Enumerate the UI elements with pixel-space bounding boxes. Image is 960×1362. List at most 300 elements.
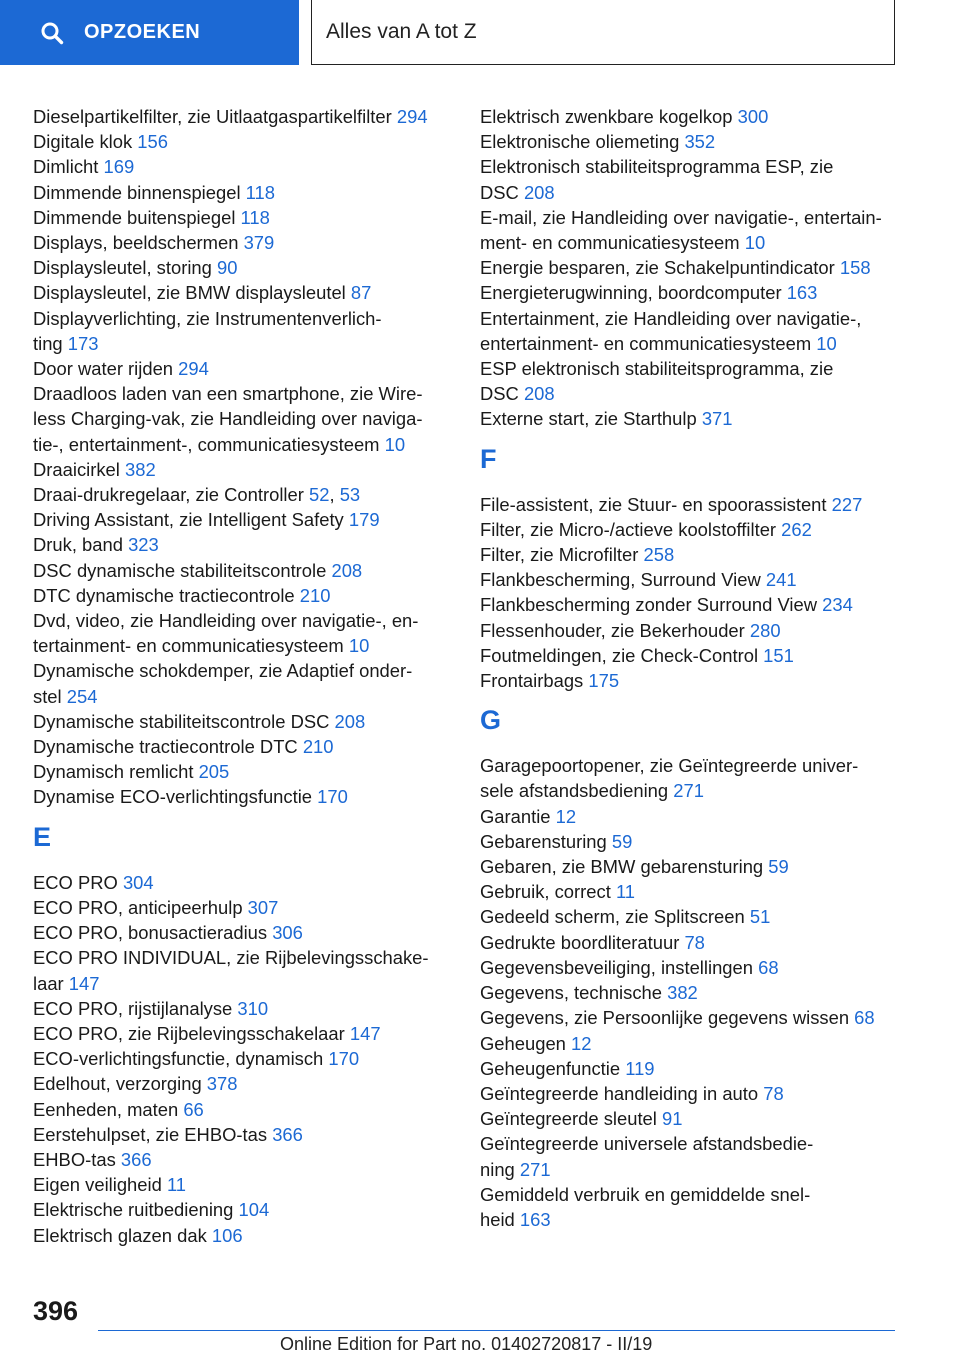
page-ref-link[interactable]: 208 xyxy=(523,181,555,203)
index-entry xyxy=(480,1081,910,1106)
page-ref-link[interactable]: 323 xyxy=(128,534,159,556)
index-entry xyxy=(33,996,453,1021)
index-entry-line xyxy=(33,709,453,734)
page-ref-link[interactable]: 205 xyxy=(198,761,230,783)
index-entry-text: Displayverlichting, zie Instrumentenverlich- xyxy=(33,307,382,329)
index-entry-line xyxy=(33,381,453,406)
index-entry-line xyxy=(480,904,910,929)
index-entry-text: Gegevens, zie Persoonlijke gegevens wissen xyxy=(480,1007,855,1029)
index-entry xyxy=(480,904,910,929)
index-entry-line xyxy=(33,180,453,205)
index-entry-line xyxy=(480,643,910,668)
index-entry-text: Energieterugwinning, boordcomputer xyxy=(480,282,787,304)
index-entry-text: File-assistent, zie Stuur- en spoorassistent xyxy=(480,493,832,515)
index-entry-text: Eenheden, maten xyxy=(33,1098,184,1120)
page-ref-separator: , xyxy=(329,484,340,506)
page-ref-link[interactable]: 78 xyxy=(763,1082,784,1104)
index-entry-line xyxy=(480,104,910,129)
index-entry-text: E-mail, zie Handleiding over navigatie-, entertain- xyxy=(480,206,882,228)
index-entry-text: Gebaren, zie BMW gebarensturing xyxy=(480,856,769,878)
index-entry xyxy=(480,129,910,154)
index-entry xyxy=(480,643,910,668)
page-ref-link[interactable]: 208 xyxy=(523,383,555,405)
index-entry-text: Dimmende binnenspiegel xyxy=(33,181,246,203)
index-entry-text: Entertainment, zie Handleiding over navigatie-, xyxy=(480,307,862,329)
index-entry xyxy=(33,784,453,809)
page-ref-link[interactable]: 304 xyxy=(122,871,154,893)
index-entry xyxy=(33,532,453,557)
index-entry xyxy=(33,895,453,920)
index-entry-text: Dieselpartikelfilter, zie Uitlaatgaspartikelfilter xyxy=(33,106,397,127)
search-button[interactable] xyxy=(0,0,299,65)
index-entry-line xyxy=(480,205,910,230)
page-ref-link[interactable]: 66 xyxy=(183,1098,204,1120)
page-ref-link[interactable]: 51 xyxy=(749,906,771,928)
index-entry-text: Geheugen xyxy=(480,1032,572,1054)
index-entry-line xyxy=(480,1106,910,1131)
page-ref-link[interactable]: 382 xyxy=(124,458,156,480)
index-entry-line xyxy=(480,1207,910,1232)
page-ref-link[interactable]: 11 xyxy=(615,881,636,903)
index-entry-text: Dynamische tractiecontrole DTC xyxy=(33,736,303,758)
index-entry xyxy=(33,381,453,457)
page-ref-link[interactable]: 10 xyxy=(816,332,837,354)
index-entry-line xyxy=(480,492,910,517)
index-entry xyxy=(33,280,453,305)
page-ref-link[interactable]: 91 xyxy=(661,1108,683,1130)
index-entry-text: Geheugenfunctie xyxy=(480,1057,626,1079)
index-entry-text: laar xyxy=(33,972,69,994)
index-entry xyxy=(480,804,910,829)
index-entry-line xyxy=(480,854,910,879)
index-entry xyxy=(33,356,453,381)
index-entry-text: stel xyxy=(33,685,67,707)
index-entry xyxy=(33,482,453,507)
index-entry-text: ECO PRO, anticipeerhulp xyxy=(33,896,248,918)
index-entry xyxy=(33,1223,453,1248)
index-entry xyxy=(33,1172,453,1197)
index-entry-line xyxy=(33,154,453,179)
index-entry xyxy=(480,618,910,643)
index-entry xyxy=(480,492,910,517)
index-letter-heading: E xyxy=(33,821,52,852)
page-ref-link[interactable]: 175 xyxy=(588,670,620,692)
page-ref-link[interactable]: 12 xyxy=(571,1032,592,1054)
page-ref-link[interactable]: 52 xyxy=(308,484,330,506)
page-ref-link[interactable]: 300 xyxy=(737,106,769,127)
section-title-text: Alles van A tot Z xyxy=(326,20,477,43)
page-ref-link[interactable]: 169 xyxy=(103,156,135,178)
index-entry xyxy=(480,567,910,592)
index-entry-line xyxy=(480,618,910,643)
page-ref-link[interactable]: 10 xyxy=(744,232,766,254)
index-entry-line xyxy=(33,1172,453,1197)
index-entry xyxy=(33,507,453,532)
page-ref-link[interactable]: 294 xyxy=(396,106,428,127)
page-ref-link[interactable]: 352 xyxy=(684,131,716,153)
page-ref-link[interactable]: 306 xyxy=(272,922,303,944)
index-entry-line xyxy=(33,205,453,230)
index-entry-text: Foutmeldingen, zie Check-Control xyxy=(480,644,764,666)
index-entry xyxy=(33,558,453,583)
index-entry-text: ment- en communicatiesysteem xyxy=(480,232,745,254)
page-ref-link[interactable]: 227 xyxy=(831,493,863,515)
index-entry-text: ning xyxy=(480,1158,520,1180)
index-letter-heading: G xyxy=(480,705,502,736)
index-entry xyxy=(480,1182,910,1232)
index-entry-text: ECO PRO, bonusactieradius xyxy=(33,922,273,944)
index-entry-text: ECO PRO INDIVIDUAL, zie Rijbelevingsschake- xyxy=(33,947,429,969)
index-entry-text: ECO-verlichtingsfunctie, dynamisch xyxy=(33,1048,329,1070)
index-entry-text: DSC xyxy=(480,383,524,405)
index-entry-line xyxy=(33,432,453,457)
index-entry-line xyxy=(33,996,453,1021)
index-entry-text: Geïntegreerde universele afstandsbedie- xyxy=(480,1133,814,1155)
index-entry-text: Druk, band xyxy=(33,534,129,556)
page-ref-link[interactable]: 208 xyxy=(331,559,363,581)
index-entry xyxy=(480,542,910,567)
index-entry xyxy=(480,592,910,617)
index-entry xyxy=(33,658,453,708)
page-ref-link[interactable]: 307 xyxy=(247,896,279,918)
index-entry xyxy=(33,457,453,482)
index-entry xyxy=(480,1131,910,1181)
index-entry-line xyxy=(33,870,453,895)
index-entry-text: Gebruik, correct xyxy=(480,881,616,903)
index-entry xyxy=(33,129,453,154)
page-ref-link[interactable]: 59 xyxy=(768,856,789,878)
page-ref-link[interactable]: 90 xyxy=(217,257,238,279)
page-ref-link[interactable]: 118 xyxy=(245,181,275,203)
index-entry-line xyxy=(480,381,910,406)
index-entry xyxy=(33,104,453,129)
page-ref-link[interactable]: 382 xyxy=(667,982,698,1004)
index-entry-text: Displaysleutel, storing xyxy=(33,257,217,279)
page-ref-link[interactable]: 179 xyxy=(348,509,380,531)
page-ref-link[interactable]: 147 xyxy=(68,972,100,994)
index-entry-line xyxy=(33,356,453,381)
index-entry-text: Flessenhouder, zie Bekerhouder xyxy=(480,619,750,641)
page-ref-link[interactable]: 173 xyxy=(67,332,99,354)
index-entry-line xyxy=(33,331,453,356)
index-entry-text: Dimlicht xyxy=(33,156,104,178)
index-entry xyxy=(33,759,453,784)
index-entry xyxy=(33,583,453,608)
index-entry-line xyxy=(480,753,910,778)
index-entry-text: Draai-drukregelaar, zie Controller xyxy=(33,484,309,506)
index-entry-text: Displaysleutel, zie BMW displaysleutel xyxy=(33,282,351,304)
index-entry-text: ECO PRO, rijstijlanalyse xyxy=(33,997,238,1019)
index-entry xyxy=(33,945,453,995)
index-entry-text: Elektrisch zwenkbare kogelkop xyxy=(480,106,738,127)
page-ref-link[interactable]: 310 xyxy=(237,997,269,1019)
index-entry xyxy=(480,1031,910,1056)
index-entry-line xyxy=(480,1131,910,1156)
index-entry-text: Filter, zie Microfilter xyxy=(480,544,644,566)
index-entry xyxy=(33,1147,453,1172)
index-entry xyxy=(480,980,910,1005)
page-ref-link[interactable]: 208 xyxy=(334,710,366,732)
index-entry-line xyxy=(33,945,453,970)
index-entry xyxy=(480,306,910,356)
index-entry-text: Energie besparen, zie Schakelpuntindicator xyxy=(480,257,840,279)
index-entry-text: Draadloos laden van een smartphone, zie Wire- xyxy=(33,383,423,405)
index-entry-text: ting xyxy=(33,332,68,354)
index-entry-text: Garantie xyxy=(480,805,556,827)
page-ref-link[interactable]: 156 xyxy=(137,131,168,153)
page-ref-link[interactable]: 210 xyxy=(299,584,331,606)
index-column-left xyxy=(33,104,453,1248)
index-entry-text: Gebarensturing xyxy=(480,830,612,852)
page-ref-link[interactable]: 147 xyxy=(349,1022,381,1044)
index-entry xyxy=(480,154,910,204)
index-entry-line xyxy=(33,457,453,482)
index-entry-text: tertainment- en communicatiesysteem xyxy=(33,635,349,657)
index-entry-line xyxy=(33,895,453,920)
index-entry xyxy=(33,230,453,255)
index-entry xyxy=(480,930,910,955)
index-entry xyxy=(33,255,453,280)
index-entry-text: Gegevensbeveiliging, instellingen xyxy=(480,956,759,978)
index-entry xyxy=(33,870,453,895)
index-entry-line xyxy=(480,1182,910,1207)
index-entry-line xyxy=(480,829,910,854)
index-entry xyxy=(480,356,910,406)
page-ref-link[interactable]: 12 xyxy=(555,805,577,827)
search-icon xyxy=(40,21,64,45)
index-entry xyxy=(33,1122,453,1147)
index-entry-line xyxy=(33,1122,453,1147)
index-entry-line xyxy=(480,356,910,381)
index-entry-line xyxy=(33,971,453,996)
index-entry-text: Elektrisch glazen dak xyxy=(33,1224,212,1246)
page-ref-link[interactable]: 258 xyxy=(643,544,675,566)
index-entry-line xyxy=(480,255,910,280)
index-entry-text: Dynamische stabiliteitscontrole DSC xyxy=(33,710,335,732)
index-entry-text: ESP elektronisch stabiliteitsprogramma, zie xyxy=(480,358,834,380)
index-entry-line xyxy=(480,180,910,205)
index-entry xyxy=(33,709,453,734)
edition-text: Online Edition for Part no. 01402720817 - II/19 xyxy=(280,1334,653,1354)
index-entry-line xyxy=(33,558,453,583)
page-ref-link[interactable]: 170 xyxy=(328,1048,360,1070)
page-ref-link[interactable]: 10 xyxy=(348,635,370,657)
index-entry xyxy=(480,517,910,542)
index-entry-text: ECO PRO xyxy=(33,871,123,893)
index-entry-line xyxy=(480,1005,910,1030)
page-ref-link[interactable]: 234 xyxy=(822,594,853,616)
index-entry-line xyxy=(33,1097,453,1122)
index-entry-line xyxy=(480,1157,910,1182)
index-entry-text: Draaicirkel xyxy=(33,458,125,480)
page-ref-link[interactable]: 366 xyxy=(120,1148,152,1170)
index-entry-line xyxy=(33,608,453,633)
index-entry-line xyxy=(480,879,910,904)
index-entry-line xyxy=(33,920,453,945)
index-entry xyxy=(480,668,910,693)
index-entry xyxy=(480,955,910,980)
index-entry xyxy=(480,829,910,854)
index-entry-text: Garagepoortopener, zie Geïntegreerde univer- xyxy=(480,755,859,777)
page-ref-link[interactable]: 371 xyxy=(701,408,733,430)
index-entry xyxy=(33,180,453,205)
index-entry xyxy=(480,406,910,431)
index-entry-line xyxy=(480,955,910,980)
index-entry-text: Elektronische oliemeting xyxy=(480,131,685,153)
index-entry xyxy=(480,280,910,305)
index-entry-line xyxy=(480,778,910,803)
index-entry-text: DSC xyxy=(480,181,524,203)
index-entry-line xyxy=(33,1197,453,1222)
index-entry-text: Edelhout, verzorging xyxy=(33,1073,207,1095)
index-entry-text: Externe start, zie Starthulp xyxy=(480,408,702,430)
index-entry-line xyxy=(480,406,910,431)
index-entry xyxy=(33,608,453,658)
index-entry-line xyxy=(33,734,453,759)
index-entry-line xyxy=(480,1081,910,1106)
page-ref-link[interactable]: 158 xyxy=(839,257,871,279)
page-ref-link[interactable]: 271 xyxy=(673,780,704,802)
section-title xyxy=(311,0,895,65)
index-letter-heading: F xyxy=(480,443,497,474)
index-entry-line xyxy=(480,804,910,829)
index-entry-line xyxy=(480,306,910,331)
page-ref-link[interactable]: 271 xyxy=(519,1158,551,1180)
page-ref-link[interactable]: 78 xyxy=(684,931,705,953)
index-entry xyxy=(33,1046,453,1071)
page-ref-link[interactable]: 87 xyxy=(350,282,372,304)
index-column-right xyxy=(480,104,910,1232)
index-entry-line xyxy=(33,230,453,255)
index-entry-text: Gedeeld scherm, zie Splitscreen xyxy=(480,906,750,928)
index-entry-line xyxy=(480,331,910,356)
index-entry xyxy=(480,104,910,129)
index-entry-text: tie-, entertainment-, communicatiesysteem xyxy=(33,433,385,455)
index-entry xyxy=(480,205,910,255)
page-ref-link[interactable]: 280 xyxy=(749,619,781,641)
index-entry-line xyxy=(33,759,453,784)
index-entry-text: Dimmende buitenspiegel xyxy=(33,206,241,228)
index-entry-line xyxy=(480,542,910,567)
index-entry-text: less Charging-vak, zie Handleiding over naviga- xyxy=(33,408,423,430)
index-entry-line xyxy=(480,1031,910,1056)
index-entry-line xyxy=(33,583,453,608)
page-ref-link[interactable]: 68 xyxy=(758,956,779,978)
page-ref-link[interactable]: 366 xyxy=(272,1123,303,1145)
index-entry-line xyxy=(480,129,910,154)
index-entry-text: Flankbescherming zonder Surround View xyxy=(480,594,823,616)
index-entry-line xyxy=(33,684,453,709)
page-ref-link[interactable]: 163 xyxy=(786,282,818,304)
index-entry-line xyxy=(480,517,910,542)
index-entry-line xyxy=(33,1071,453,1096)
index-entry-text: DTC dynamische tractiecontrole xyxy=(33,584,300,606)
page-ref-link[interactable]: 118 xyxy=(240,206,270,228)
page-ref-link[interactable]: 59 xyxy=(611,830,633,852)
index-entry-line xyxy=(480,1056,910,1081)
index-entry xyxy=(480,255,910,280)
index-entry-line xyxy=(480,230,910,255)
page-ref-link[interactable]: 254 xyxy=(66,685,98,707)
index-entry xyxy=(33,1021,453,1046)
index-entry xyxy=(480,879,910,904)
index-entry-text: Dvd, video, zie Handleiding over navigatie-, en- xyxy=(33,610,419,632)
index-entry-line xyxy=(33,1021,453,1046)
index-entry xyxy=(33,1097,453,1122)
index-entry-text: Dynamische schokdemper, zie Adaptief onder- xyxy=(33,660,413,682)
page-ref-link[interactable]: 262 xyxy=(781,518,812,540)
index-entry-text: Eigen veiligheid xyxy=(33,1174,167,1196)
index-entry-text: Door water rijden xyxy=(33,358,179,380)
index-entry xyxy=(33,920,453,945)
index-entry-line xyxy=(33,306,453,331)
index-entry-line xyxy=(33,633,453,658)
index-entry-line xyxy=(33,255,453,280)
page-number: 396 xyxy=(33,1296,79,1326)
index-entry-line xyxy=(480,280,910,305)
index-entry xyxy=(480,1106,910,1131)
index-entry-text: Dynamise ECO-verlichtingsfunctie xyxy=(33,786,318,808)
index-entry-text: sele afstandsbediening xyxy=(480,780,674,802)
index-entry-text: Gemiddeld verbruik en gemiddelde snel- xyxy=(480,1183,811,1205)
page-ref-link[interactable]: 10 xyxy=(384,433,406,455)
index-entry-line xyxy=(33,784,453,809)
index-entry-text: Elektrische ruitbediening xyxy=(33,1199,239,1221)
index-entry-text: Dynamisch remlicht xyxy=(33,761,199,783)
index-entry-line xyxy=(33,280,453,305)
index-entry-text: Geïntegreerde handleiding in auto xyxy=(480,1082,764,1104)
index-entry-text: entertainment- en communicatiesysteem xyxy=(480,332,817,354)
index-entry-text: ECO PRO, zie Rijbelevingsschakelaar xyxy=(33,1022,350,1044)
index-entry xyxy=(480,753,910,803)
page-ref-link[interactable]: 170 xyxy=(317,786,348,808)
index-entry-text: Displays, beeldschermen xyxy=(33,232,244,254)
search-label: OPZOEKEN xyxy=(84,21,201,43)
page-ref-link[interactable]: 241 xyxy=(765,569,797,591)
index-entry xyxy=(33,1197,453,1222)
page-ref-link[interactable]: 378 xyxy=(206,1073,238,1095)
page-ref-link[interactable]: 119 xyxy=(625,1057,655,1079)
index-entry-line xyxy=(480,592,910,617)
index-entry-line xyxy=(33,658,453,683)
index-entry xyxy=(33,306,453,356)
page-ref-link[interactable]: 106 xyxy=(211,1224,243,1246)
index-entry-line xyxy=(480,930,910,955)
page-ref-link[interactable]: 104 xyxy=(238,1199,270,1221)
index-entry xyxy=(480,1056,910,1081)
page-ref-link[interactable]: 53 xyxy=(339,484,361,506)
page-ref-link[interactable]: 210 xyxy=(302,736,334,758)
index-entry xyxy=(33,1071,453,1096)
page-ref-link[interactable]: 68 xyxy=(854,1007,875,1029)
index-entry-line xyxy=(33,507,453,532)
page-ref-link[interactable]: 151 xyxy=(763,644,794,666)
index-entry-text: Filter, zie Micro-/actieve koolstoffilter xyxy=(480,518,782,540)
index-entry-line xyxy=(33,532,453,557)
page-ref-link[interactable]: 163 xyxy=(519,1208,551,1230)
index-entry-line xyxy=(33,406,453,431)
page-ref-link[interactable]: 294 xyxy=(178,358,209,380)
page-ref-link[interactable]: 379 xyxy=(243,232,275,254)
index-entry-text: Driving Assistant, zie Intelligent Safety xyxy=(33,509,349,531)
index-entry-text: Geïntegreerde sleutel xyxy=(480,1108,662,1130)
index-entry-text: Elektronisch stabiliteitsprogramma ESP, zie xyxy=(480,156,834,178)
index-entry-text: heid xyxy=(480,1208,520,1230)
page-ref-link[interactable]: 11 xyxy=(166,1174,187,1196)
index-entry-text: Frontairbags xyxy=(480,670,589,692)
index-entry-line xyxy=(480,154,910,179)
index-entry-line xyxy=(33,1046,453,1071)
